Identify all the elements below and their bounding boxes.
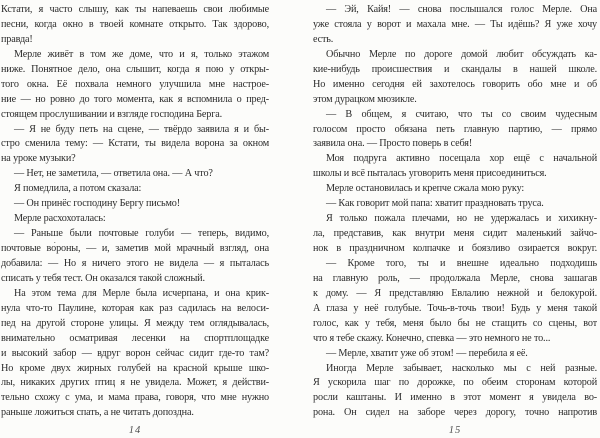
- page-left: [1, 3, 269, 436]
- text-line: голосом просто обязана петь главную партию, — прямо: [313, 123, 597, 135]
- text-line: ла, представив, как внутри меня сидит маленький зайчо-: [313, 228, 597, 240]
- text-line: — Нет, не заметила, — ответила она. — А что?: [14, 168, 213, 180]
- page-right: [313, 3, 597, 436]
- text-line: стро сменила тему: — Кстати, ты видела ворона за окном: [1, 138, 269, 150]
- text-line: что я тебе скажу. Конечно, спевка — это немного не то...: [313, 332, 551, 344]
- page-right-text: [313, 3, 597, 421]
- text-line: Но именно сегодня ей захотелось говорить обо мне и об: [313, 78, 597, 90]
- text-line: почтовые во́роны, — и, заметив мой мрачный взгляд, она: [1, 243, 269, 254]
- text-line: — В общем, я считаю, что ты со своим чудесным: [326, 108, 597, 120]
- text-line: уже стояла у ворот и махала мне. — Ты идёшь? Я уже хочу: [313, 18, 597, 30]
- page-number-right: 15: [448, 425, 462, 437]
- text-line: — Как говорит мой папа: хватит праздновать труса.: [326, 198, 544, 210]
- text-line: заявила она. — Просто поверь в себя!: [313, 138, 473, 150]
- text-line: добавила: — Но я ничего этого не видела — я пыталась: [1, 257, 269, 269]
- text-line: Мерле живёт в том же доме, что и я, только этажом: [14, 48, 269, 60]
- text-line: Я помедлила, а потом сказала:: [14, 183, 142, 195]
- text-line: пед на другой стороне улицы. Я между тем оглядывалась,: [1, 317, 269, 329]
- text-line: — Эй, Кайя! — снова послышался голос Мерле. Она: [326, 4, 597, 15]
- text-line: стоящем прослушивании и взгляде господина Берга.: [1, 108, 223, 120]
- text-line: раньше ложиться спать, а не читать допоздна.: [1, 407, 194, 419]
- text-line: этом дурацком мюзикле.: [313, 93, 417, 105]
- text-line: списать у тебя тест. Он оказался такой сложный.: [1, 272, 205, 284]
- text-line: — Он принёс господину Бергу письмо!: [14, 198, 180, 210]
- text-line: нула что-то Паулине, которая как раз садилась на велоси-: [1, 302, 269, 314]
- text-line: нок в праздничном колпачке и боязливо озирается вокруг.: [313, 243, 597, 254]
- text-line: ниже. Понятное дело, она слышит, когда я пою у откры-: [1, 63, 269, 75]
- text-line: — Я не буду петь на сцене, — твёрдо заявила я и бы-: [14, 123, 269, 135]
- text-line: Я только пожала плечами, но не удержалась и хихикну-: [326, 213, 597, 225]
- text-line: — Раньше были почтовые голуби — теперь, видимо,: [14, 228, 269, 240]
- page-left-text: [1, 3, 269, 421]
- text-line: кие-нибудь происшествия и скандалы в нашей школе.: [313, 63, 597, 75]
- text-line: на главную роль, — продолжала Мерле, снова зашагав: [313, 272, 597, 284]
- text-line: того окна. Её похвала немного улучшила мне настрое-: [1, 78, 269, 90]
- text-line: росли каштаны. И именно в этот момент я увидела во-: [313, 392, 597, 404]
- text-line: Моя подруга активно посещала хор ещё с начальной: [326, 153, 597, 165]
- page-number-left: 14: [128, 425, 142, 437]
- text-line: школы и всё пыталась уговорить меня присоединиться.: [313, 168, 547, 180]
- text-line: — Мерле, хватит уже об этом! — перебила я её.: [326, 347, 528, 359]
- text-line: Но кроме двух жирных голубей на красной крыше шко-: [1, 362, 269, 374]
- text-line: На этом тема для Мерле была исчерпана, и она крик-: [14, 287, 269, 299]
- text-line: песни, когда окно в твоей комнате открыто. Так здорово,: [1, 18, 269, 30]
- text-line: к дому. — Я представляю Евлалию нежной и белокурой.: [313, 287, 597, 299]
- text-line: голос, как у тебя, меня было бы не стащить со сцены, вот: [313, 317, 597, 329]
- text-line: правда!: [1, 33, 33, 45]
- text-line: Кстати, я часто слышу, как ты напеваешь свои любимые: [1, 4, 269, 15]
- text-line: Обычно Мерле по дороге домой любит обсуждать ка-: [326, 48, 597, 60]
- text-line: ние — но ровно до того момента, как я вспомнила о пред-: [1, 93, 269, 105]
- text-line: рона. Он сидел на заборе через дорогу, точно напротив: [313, 407, 597, 419]
- text-line: внимательно осматривая лесенки на спортплощадке: [1, 332, 269, 344]
- text-line: Мерле остановилась и крепче сжала мою руку:: [326, 183, 525, 195]
- text-line: Я ускорила шаг по дорожке, по обеим сторонам которой: [313, 377, 597, 389]
- text-line: Мерле расхохоталась:: [14, 213, 106, 225]
- text-line: — Кроме того, ты и внешне идеально подходишь: [326, 257, 597, 269]
- text-line: Иногда Мерле забывает, насколько мы с ней разные.: [326, 362, 597, 374]
- text-line: лы, никаких других птиц я не увидела. Может, я действи-: [1, 377, 269, 389]
- text-line: тельно схожу с ума, и мама права, говоря, что мне нужно: [1, 392, 269, 404]
- text-line: есть.: [313, 33, 334, 45]
- text-line: и высокий забор — вдруг ворон сейчас сидит где-то там?: [1, 347, 269, 359]
- text-line: на уроке музыки?: [1, 153, 76, 165]
- text-line: А глаза у неё голубые. Точь-в-точь твои! Будь у меня такой: [313, 302, 597, 314]
